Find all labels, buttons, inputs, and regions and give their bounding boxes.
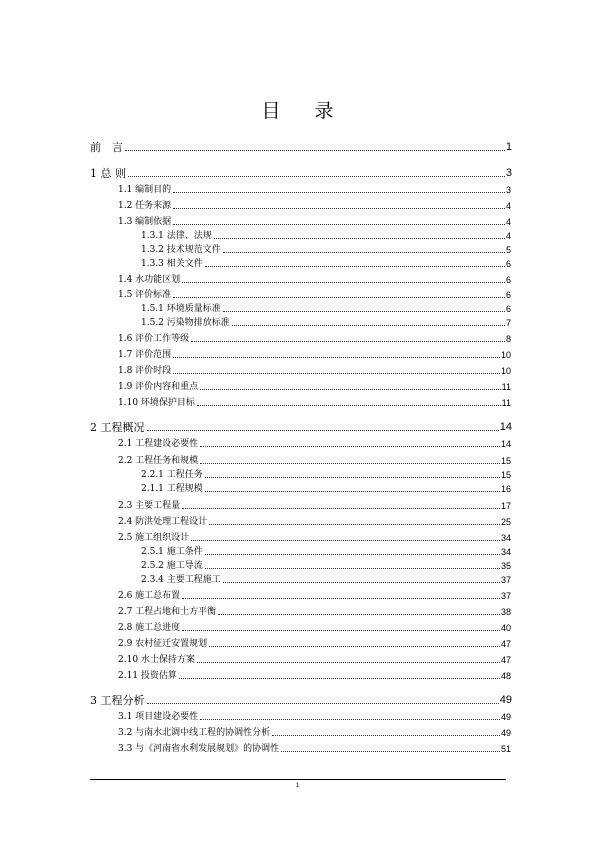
dot-leader — [205, 554, 500, 555]
toc-entry-label: 2.8 施工总进度 — [118, 623, 181, 633]
toc-entry-page: 4 — [505, 217, 511, 227]
dot-leader — [197, 662, 500, 663]
toc-entry-label: 1.2 任务来源 — [118, 201, 172, 211]
toc-entry-page: 49 — [499, 694, 512, 706]
toc-entry[interactable] — [90, 695, 512, 706]
dot-leader — [173, 192, 505, 193]
toc-entry[interactable] — [118, 218, 511, 227]
dot-leader — [182, 282, 505, 283]
toc-entry[interactable] — [118, 656, 511, 665]
toc-entry-label: 2.5.2 施工导流 — [141, 561, 203, 571]
toc-entry-label: 2.5 施工组织设计 — [118, 533, 190, 543]
dot-leader — [173, 373, 500, 374]
toc-entry-label: 2.2 工程任务和规模 — [118, 456, 199, 466]
toc-entry-page: 16 — [500, 484, 511, 494]
toc-entry-label: 1.3.1 法律、法规 — [141, 231, 212, 241]
toc-entry-page: 11 — [501, 382, 511, 392]
toc-entry-label: 1.6 评价工作等级 — [118, 334, 190, 344]
dot-leader — [173, 357, 500, 358]
toc-entry[interactable] — [118, 367, 511, 376]
dot-leader — [182, 630, 500, 631]
toc-entry-label: 1.4 水功能区划 — [118, 275, 181, 285]
toc-entry[interactable] — [118, 457, 511, 466]
dot-leader — [173, 224, 505, 225]
dot-leader — [128, 176, 505, 177]
toc-entry[interactable] — [118, 335, 511, 344]
toc-entry-label: 1.5.2 污染物排放标准 — [141, 318, 230, 328]
toc-entry[interactable] — [118, 291, 511, 300]
dot-leader — [173, 208, 505, 209]
toc-entry-label: 前 言 — [90, 141, 123, 154]
toc-entry[interactable] — [118, 592, 511, 601]
toc-entry[interactable] — [118, 608, 511, 617]
toc-entry[interactable] — [118, 186, 511, 195]
toc-entry-page: 11 — [501, 398, 511, 408]
toc-entry-page: 47 — [500, 655, 511, 665]
dot-leader — [223, 252, 505, 253]
dot-leader — [191, 540, 500, 541]
dot-leader — [173, 297, 505, 298]
toc-entry-page: 4 — [505, 231, 511, 241]
toc-entry-label: 1.5 评价标准 — [118, 290, 172, 300]
toc-entry-label: 1.5.1 环境质量标准 — [141, 304, 221, 314]
dot-leader — [205, 477, 500, 478]
dot-leader — [182, 598, 500, 599]
dot-leader — [200, 719, 500, 720]
toc-entry[interactable] — [141, 246, 511, 255]
toc-entry-label: 1.3.2 技术规范文件 — [141, 245, 221, 255]
toc-entry-label: 2.3 主要工程量 — [118, 501, 181, 511]
toc-entry-label: 2.10 水土保持方案 — [118, 655, 195, 665]
toc-entry[interactable] — [118, 713, 511, 722]
toc-entry-page: 38 — [500, 607, 511, 617]
dot-leader — [232, 325, 505, 326]
toc-entry-page: 15 — [500, 456, 511, 466]
toc-entry-label: 1.8 评价时段 — [118, 366, 172, 376]
toc-entry[interactable] — [141, 576, 511, 585]
toc-entry-label: 2.11 投资估算 — [118, 671, 177, 681]
toc-entry-page: 37 — [500, 591, 511, 601]
toc-entry-page: 7 — [505, 318, 511, 328]
toc-entry-label: 3.1 项目建设必要性 — [118, 712, 199, 722]
toc-entry[interactable] — [118, 518, 511, 527]
toc-entry[interactable] — [118, 276, 511, 285]
toc-entry-page: 49 — [500, 728, 511, 738]
toc-entry-page: 5 — [505, 245, 511, 255]
toc-entry[interactable] — [90, 168, 512, 179]
toc-entry-page: 25 — [500, 517, 511, 527]
toc-entry-page: 1 — [505, 141, 512, 153]
toc-entry[interactable] — [141, 319, 511, 328]
toc-entry-label: 2.1.1 工程规模 — [141, 484, 203, 494]
toc-entry[interactable] — [118, 383, 511, 392]
toc-entry-label: 1.9 评价内容和重点 — [118, 382, 199, 392]
toc-entry-page: 49 — [500, 712, 511, 722]
toc-entry-page: 48 — [500, 671, 511, 681]
toc-entry[interactable] — [118, 729, 511, 738]
toc-entry-page: 47 — [500, 639, 511, 649]
toc-entry[interactable] — [141, 562, 511, 571]
dot-leader — [125, 150, 505, 151]
toc-entry-page: 14 — [499, 421, 512, 433]
toc-entry[interactable] — [90, 142, 512, 153]
toc-entry[interactable] — [141, 471, 511, 480]
dot-leader — [223, 582, 500, 583]
dot-leader — [179, 678, 500, 679]
toc-entry-page: 4 — [505, 201, 511, 211]
toc-entry-label: 3 工程分析 — [90, 694, 145, 707]
toc-entry[interactable] — [118, 745, 511, 754]
toc-entry-label: 3.3 与《河南省水利发展规划》的协调性 — [118, 744, 280, 754]
dot-leader — [214, 238, 505, 239]
toc-entry-label: 1.10 环境保护目标 — [118, 398, 195, 408]
toc-entry-label: 2 工程概况 — [90, 421, 145, 434]
toc-entry-page: 3 — [505, 167, 512, 179]
toc-entry-page: 8 — [505, 334, 511, 344]
toc-entry-page: 40 — [500, 623, 511, 633]
dot-leader — [223, 311, 505, 312]
toc-entry-label: 2.7 工程占地和土方平衡 — [118, 607, 217, 617]
dot-leader — [147, 430, 499, 431]
footer-divider — [90, 779, 506, 780]
dot-leader — [200, 446, 500, 447]
toc-entry-label: 1.7 评价范围 — [118, 350, 172, 360]
dot-leader — [191, 341, 505, 342]
toc-entry-page: 14 — [500, 439, 511, 449]
toc-entry[interactable] — [118, 534, 511, 543]
toc-entry[interactable] — [118, 399, 511, 408]
toc-entry-label: 2.5.1 施工条件 — [141, 547, 203, 557]
toc-entry-page: 34 — [500, 547, 511, 557]
toc-entry[interactable] — [118, 640, 511, 649]
toc-entry-page: 3 — [505, 185, 511, 195]
dot-leader — [205, 266, 505, 267]
dot-leader — [218, 614, 500, 615]
dot-leader — [205, 491, 500, 492]
toc-entry[interactable] — [118, 351, 511, 360]
dot-leader — [205, 568, 500, 569]
toc-entry-label: 1.1 编制目的 — [118, 185, 172, 195]
dot-leader — [200, 389, 500, 390]
toc-entry[interactable] — [118, 502, 511, 511]
toc-entry-page: 6 — [505, 304, 511, 314]
toc-entry-page: 35 — [500, 561, 511, 571]
toc-entry-page: 34 — [500, 533, 511, 543]
toc-entry[interactable] — [141, 260, 511, 269]
toc-entry-label: 3.2 与南水北调中线工程的协调性分析 — [118, 728, 271, 738]
toc-entry-page: 51 — [500, 744, 511, 754]
toc-entry-label: 2.6 施工总布置 — [118, 591, 181, 601]
toc-entry-page: 15 — [500, 470, 511, 480]
toc-entry[interactable] — [141, 305, 511, 314]
toc-entry-label: 2.2.1 工程任务 — [141, 470, 203, 480]
toc-entry-page: 6 — [505, 290, 511, 300]
toc-entry-page: 10 — [500, 366, 511, 376]
toc-entry-page: 6 — [505, 275, 511, 285]
dot-leader — [209, 646, 500, 647]
footer-page-number: 1 — [295, 783, 300, 789]
dot-leader — [281, 751, 500, 752]
toc-entry[interactable] — [118, 202, 511, 211]
toc-entry-label: 1.3.3 相关文件 — [141, 259, 203, 269]
toc-entry[interactable] — [141, 485, 511, 494]
dot-leader — [209, 524, 500, 525]
toc-entry-label: 2.3.4 主要工程施工 — [141, 575, 221, 585]
dot-leader — [147, 703, 499, 704]
toc-entry-label: 2.4 防洪处理工程设计 — [118, 517, 208, 527]
toc-entry[interactable] — [118, 672, 511, 681]
toc-entry[interactable] — [141, 548, 511, 557]
toc-entry-label: 1 总 则 — [90, 167, 126, 180]
dot-leader — [200, 463, 500, 464]
toc-entry[interactable] — [90, 422, 512, 433]
dot-leader — [272, 735, 500, 736]
toc-entry[interactable] — [118, 440, 511, 449]
toc-entry[interactable] — [141, 232, 511, 241]
toc-entry-label: 2.1 工程建设必要性 — [118, 439, 199, 449]
dot-leader — [182, 508, 500, 509]
page-title: 目 录 — [261, 100, 348, 122]
toc-entry-page: 17 — [500, 501, 511, 511]
toc-entry-page: 10 — [500, 350, 511, 360]
toc-entry-page: 6 — [505, 259, 511, 269]
toc-entry-label: 1.3 编制依据 — [118, 217, 172, 227]
dot-leader — [197, 405, 501, 406]
toc-entry-label: 2.9 农村征迁安置规划 — [118, 639, 208, 649]
toc-entry-page: 37 — [500, 575, 511, 585]
toc-entry[interactable] — [118, 624, 511, 633]
